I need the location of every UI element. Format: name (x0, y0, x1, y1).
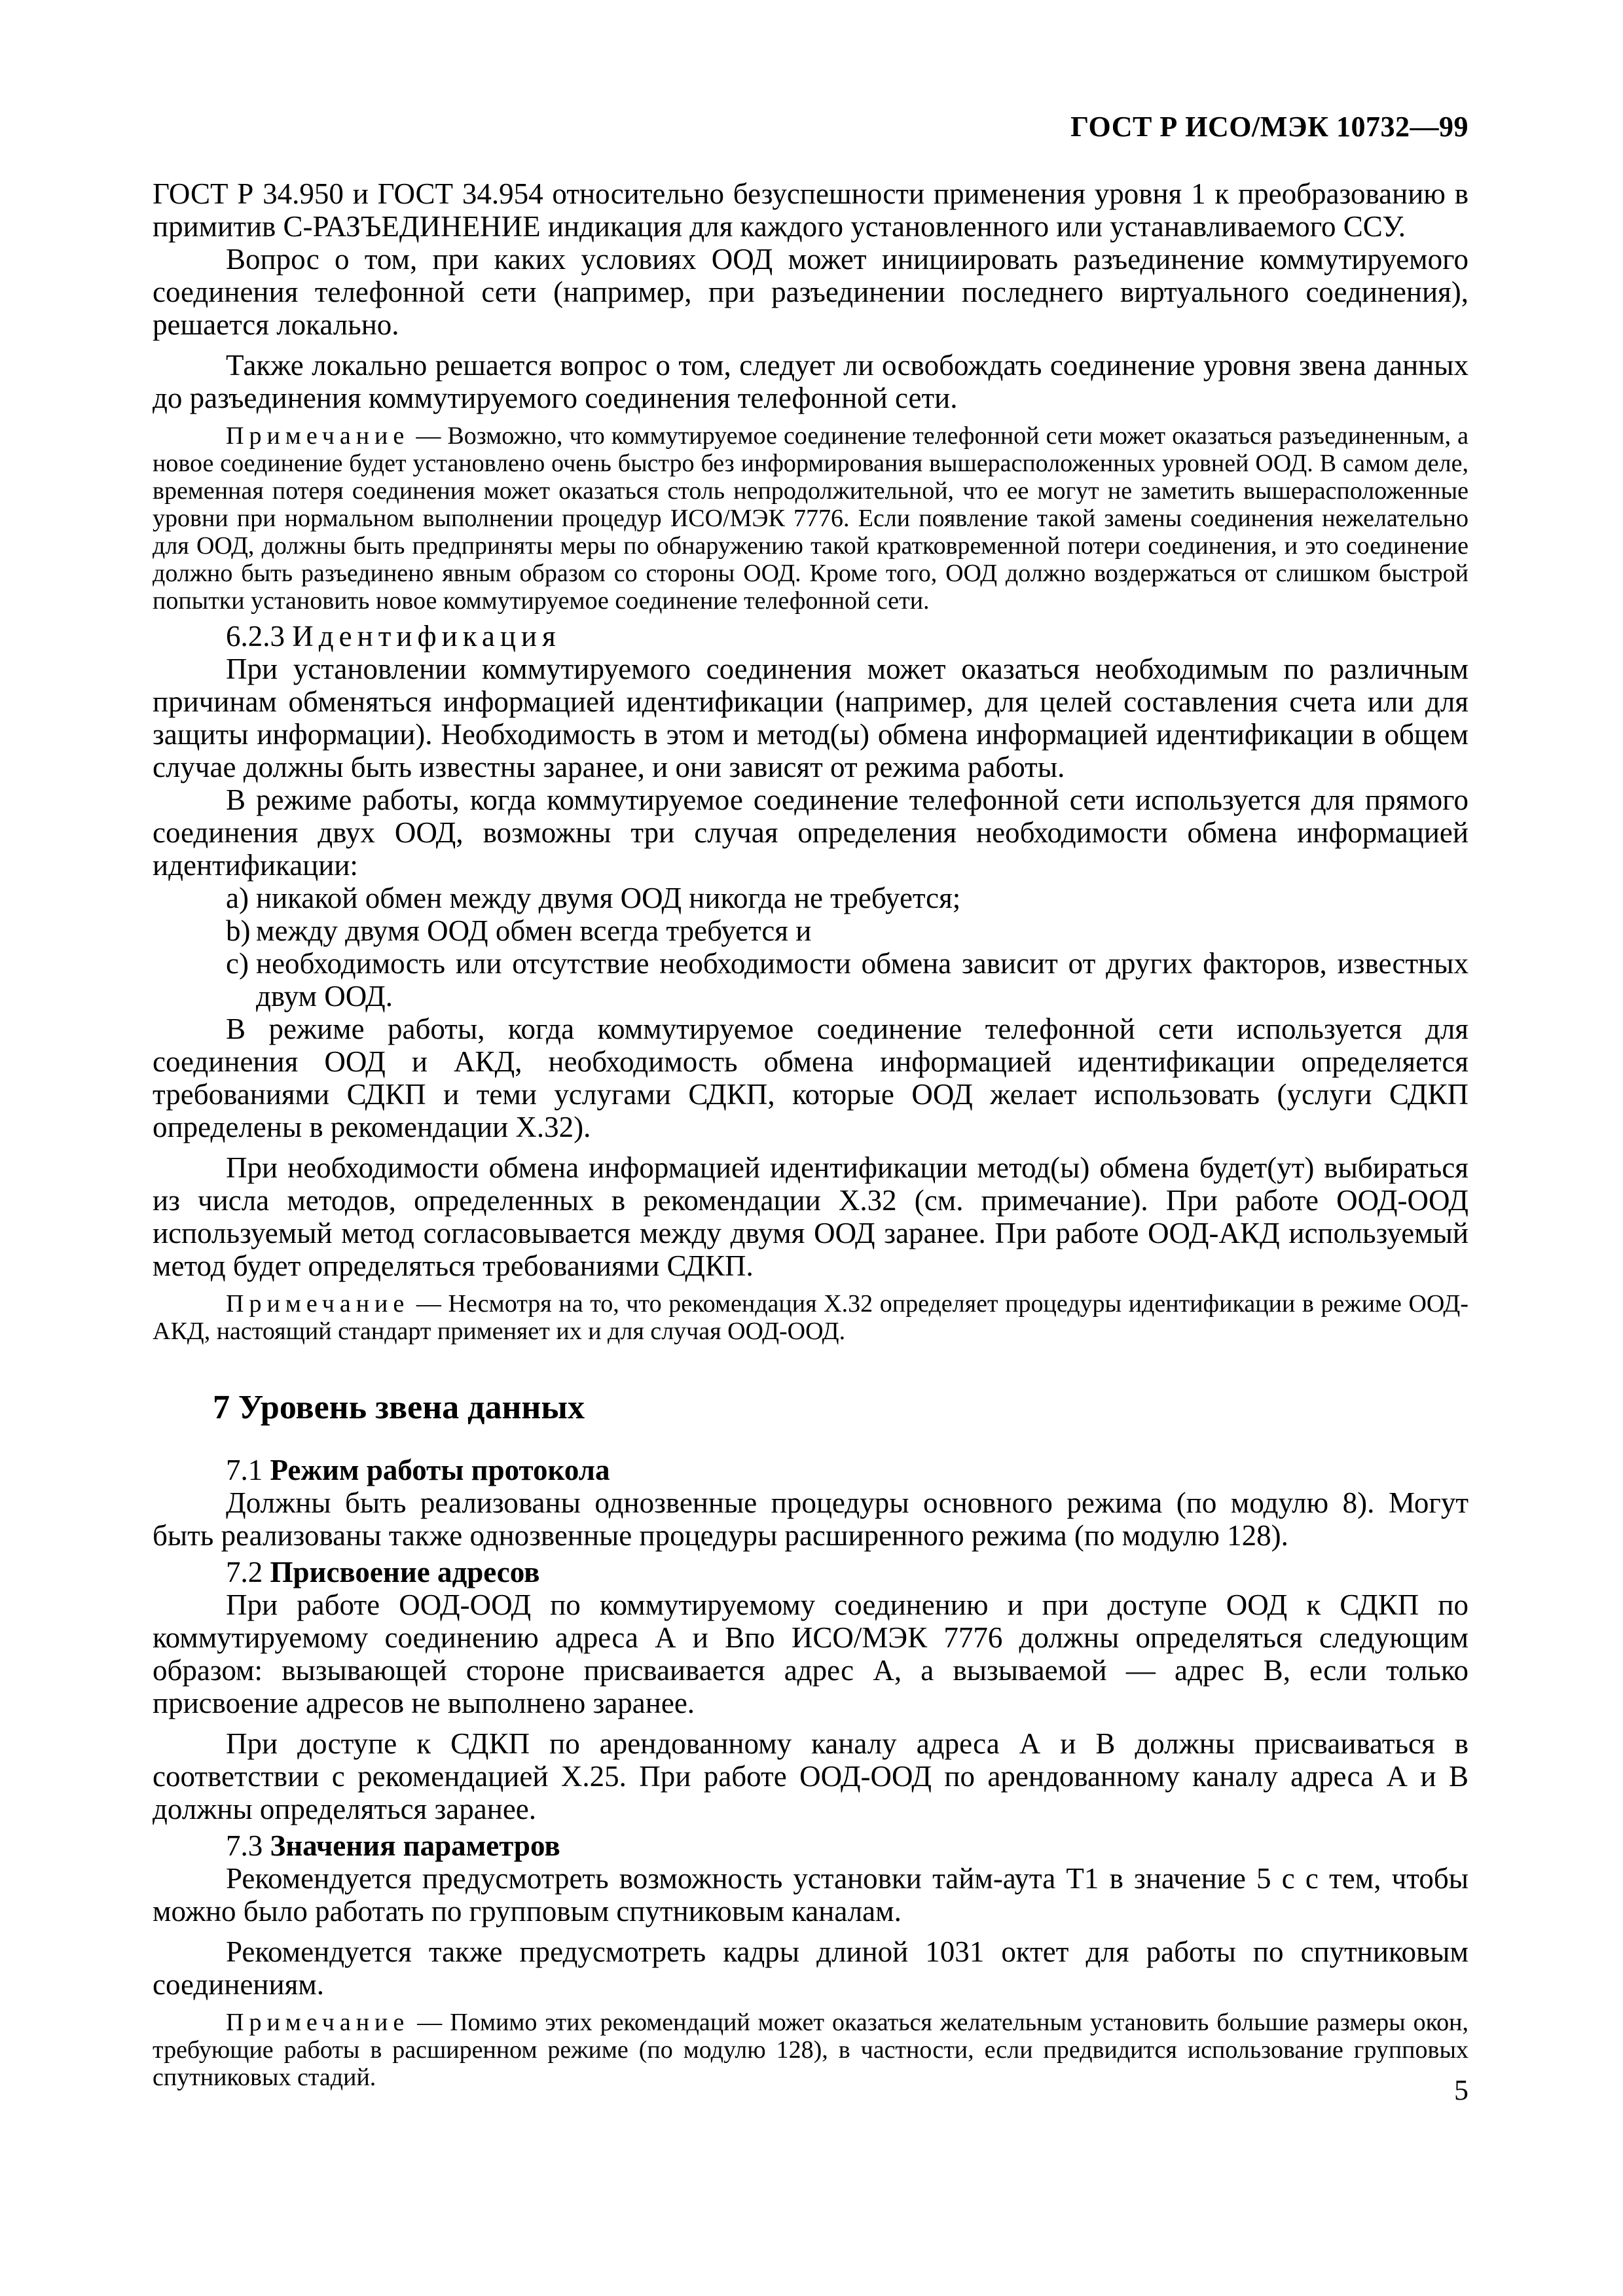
paragraph: При необходимости обмена информацией идентификации метод(ы) обмена будет(ут) выбираться из числа методов, определенных в рекомендации X.32 (см. примечание). При работе ООД-ООД используемый метод согласовывается между двумя ООД заранее. При работе ООД-АКД используемый метод будет определяться требованиями СДКП. (153, 1151, 1468, 1282)
subsection-heading-7-2 (153, 1556, 1468, 1588)
list-marker: b) (226, 914, 251, 947)
document-page (153, 110, 1468, 2091)
paragraph: В режиме работы, когда коммутируемое соединение телефонной сети используется для соединения ООД и АКД, необходимость обмена информацией идентификации определяется требованиями СДКП и теми услугами СДКП, которые ООД желает использовать (услуги СДКП определены в рекомендации X.32). (153, 1013, 1468, 1143)
subsection-number: 6.2.3 (226, 620, 285, 653)
paragraph: Вопрос о том, при каких условиях ООД может инициировать разъединение коммутируемого соединения телефонной сети (например, при разъединении последнего виртуального соединения), решается локально. (153, 243, 1468, 341)
section-heading-7: 7 Уровень звена данных (213, 1389, 585, 1426)
list-item (153, 947, 1468, 1013)
note-label: Примечание (226, 2009, 410, 2036)
paragraph: При доступе к СДКП по арендованному каналу адреса А и В должны присваиваться в соответствии с рекомендацией X.25. При работе ООД-ООД по арендованному каналу адреса А и В должны определяться заранее. (153, 1727, 1468, 1825)
standard-header: ГОСТ Р ИСО/МЭК 10732—99 (1070, 111, 1468, 143)
note-text: — Помимо этих рекомендаций может оказаться желательным установить большие размеры окон, требующие работы в расширенном режиме (по модулю 128), в частности, если предвидится использование групповых спутниковых стадий. (153, 2009, 1469, 2091)
list-item-text: необходимость или отсутствие необходимости обмена зависит от других факторов, известных двум ООД. (256, 947, 1468, 1013)
subsection-title: Идентификация (292, 620, 561, 653)
paragraph: Рекомендуется предусмотреть возможность установки тайм-аута Т1 в значение 5 с с тем, чтобы можно было работать по групповым спутниковым каналам. (153, 1862, 1468, 1928)
note (153, 2009, 1468, 2091)
list-marker: a) (226, 882, 249, 914)
page-number: 5 (1454, 2074, 1468, 2106)
subsection-number: 7.3 (226, 1829, 263, 1862)
note (153, 422, 1468, 615)
subsection-heading-7-1 (153, 1454, 1468, 1486)
list-item (153, 882, 1468, 914)
subsection-heading-6-2-3 (153, 620, 1468, 653)
subsection-title: Присвоение адресов (270, 1556, 540, 1588)
list-item-text: между двумя ООД обмен всегда требуется и (256, 914, 812, 947)
note-label: Примечание (226, 422, 410, 450)
note-text: — Возможно, что коммутируемое соединение телефонной сети может оказаться разъединенным, а новое соединение будет установлено очень быстро без информирования вышерасположенных уровней ООД. В самом деле, временная потеря соединения может оказаться столь непродолжительной, что ее могут не заметить вышерасположенные уровни при нормальном выполнении процедур ИСО/МЭК 7776. Если появление такой замены соединения нежелательно для ООД, должны быть предприняты меры по обнаружению такой кратковременной потери соединения, и это соединение должно быть разъединено явным образом со стороны ООД. Кроме того, ООД должно воздержаться от слишком быстрой попытки установить новое коммутируемое соединение телефонной сети. (153, 422, 1469, 615)
paragraph: ГОСТ Р 34.950 и ГОСТ 34.954 относительно безуспешности применения уровня 1 к преобразованию в примитив С-РАЗЪЕДИНЕНИЕ индикация для каждого установленного или устанавливаемого ССУ. (153, 177, 1468, 243)
note-text: — Несмотря на то, что рекомендация X.32 определяет процедуры идентификации в режиме ООД-АКД, настоящий стандарт применяет их и для случая ООД-ООД. (153, 1290, 1469, 1345)
list-item (153, 914, 1468, 947)
paragraph: В режиме работы, когда коммутируемое соединение телефонной сети используется для прямого соединения двух ООД, возможны три случая определения необходимости обмена информацией идентификации: (153, 783, 1468, 882)
note (153, 1290, 1468, 1345)
subsection-heading-7-3 (153, 1829, 1468, 1862)
paragraph: Должны быть реализованы однозвенные процедуры основного режима (по модулю 8). Могут быть реализованы также однозвенные процедуры расширенного режима (по модулю 128). (153, 1486, 1468, 1552)
paragraph: При установлении коммутируемого соединения может оказаться необходимым по различным причинам обменяться информацией идентификации (например, для целей составления счета или для защиты информации). Необходимость в этом и метод(ы) обмена информацией идентификации в общем случае должны быть известны заранее, и они зависят от режима работы. (153, 653, 1468, 783)
paragraph: Рекомендуется также предусмотреть кадры длиной 1031 октет для работы по спутниковым соединениям. (153, 1935, 1468, 2001)
paragraph: Также локально решается вопрос о том, следует ли освобождать соединение уровня звена данных до разъединения коммутируемого соединения телефонной сети. (153, 349, 1468, 414)
subsection-title: Значения параметров (270, 1829, 560, 1862)
note-label: Примечание (226, 1290, 410, 1318)
list-marker: c) (226, 947, 249, 980)
subsection-number: 7.2 (226, 1556, 263, 1588)
paragraph: При работе ООД-ООД по коммутируемому соединению и при доступе ООД к СДКП по коммутируемому соединению адреса А и Впо ИСО/МЭК 7776 должны определяться следующим образом: вызывающей стороне присваивается адрес А, а вызываемой — адрес В, если только присвоение адресов не выполнено заранее. (153, 1588, 1468, 1719)
list-item-text: никакой обмен между двумя ООД никогда не требуется; (256, 882, 961, 914)
subsection-number: 7.1 (226, 1454, 263, 1486)
identification-cases-list (153, 882, 1468, 1013)
subsection-title: Режим работы протокола (270, 1454, 610, 1486)
